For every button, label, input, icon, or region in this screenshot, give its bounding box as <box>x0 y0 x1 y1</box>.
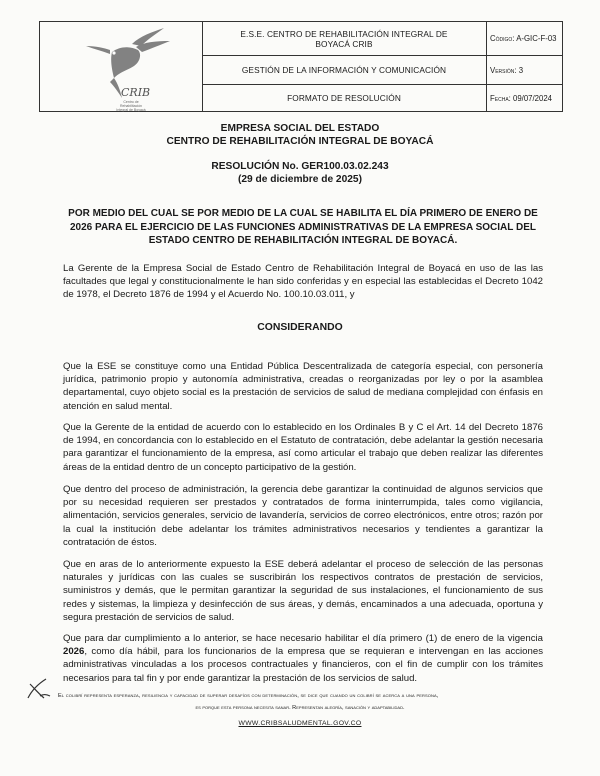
org-name-line1: E.S.E. CENTRO DE REHABILITACIÓN INTEGRAL DE <box>240 28 448 39</box>
document-header-table <box>39 21 563 112</box>
logo-wordmark: CRIB <box>121 86 151 99</box>
paragraph-5 <box>63 632 543 685</box>
format-name: FORMATO DE RESOLUCIÓN <box>287 93 401 103</box>
paragraph-5-start: Que para dar cumplimiento a lo anterior, se hace necesario habilitar el día primero (1) de enero de la vigencia <box>63 633 543 644</box>
document-code: Código: A-GIC-F-03 <box>486 22 562 56</box>
logo-cell <box>40 22 203 111</box>
org-name-line2: BOYACÁ CRIB <box>315 38 373 49</box>
paragraph-5-year: 2026 <box>63 646 85 658</box>
entity-line1: EMPRESA SOCIAL DEL ESTADO <box>220 123 380 134</box>
hummingbird-logo-icon <box>40 22 200 110</box>
header-process-row <box>202 56 486 85</box>
intro-paragraph: La Gerente de la Empresa Social de Estado Centro de Rehabilitación Integral de Boyacá en uso de las las facultades que legal y constitucionalmente le han sido conferidas y en especial las establecidas el Decreto 1042 de 1978, el Decreto 1876 de 1994 y el Acuerdo No. 100.10.03.011, y <box>63 263 543 301</box>
paragraph-1: Que la ESE se constituye como una Entidad Pública Descentralizada de categoría especial, con personería jurídica, patrimonio propio y autonomía administrativa, creadas o reorganizadas por ley o por la asamblea departamental, cuyo objeto social es la prestación de servicios de salud de mediana complejidad con énfasis en atención en salud mental. <box>63 361 543 412</box>
footer-website-link[interactable]: WWW.CRIBSALUDMENTAL.GOV.CO <box>238 720 362 727</box>
process-name: GESTIÓN DE LA INFORMACIÓN Y COMUNICACIÓN <box>241 65 447 75</box>
footer-hummingbird-note: El colibrí representa esperanza, resiliencia y capacidad de superar desafíos con determinación, se dice que cuando un colibrí se acerca a una persona, <box>58 693 439 699</box>
header-middle-cell <box>202 22 487 111</box>
header-right-cell <box>486 22 562 111</box>
considerando-heading: CONSIDERANDO <box>257 322 343 333</box>
header-org-row <box>202 22 486 56</box>
resolution-number: RESOLUCIÓN No. GER100.03.02.243 <box>211 161 389 172</box>
paragraph-4: Que en aras de lo anteriormente expuesto la ESE deberá adelantar el proceso de selección de las personas naturales y jurídicas con las cuales se suscribirán los respectivos contratos de prestación de servicios, suministros y demás, que le permitan garantizar la seguridad de sus instalaciones, el funcionamiento de sus redes y sistemas, la limpieza y desinfección de sus áreas, y demás, encaminados a una adecuada, oportuna y segura prestación de servicios de salud. <box>63 559 543 623</box>
resolution-date: (29 de diciembre de 2025) <box>237 174 362 185</box>
logo-subtitle: Centro de Rehabilitación Integral de Boyacá <box>116 100 146 112</box>
resolution-title: POR MEDIO DEL CUAL SE POR MEDIO DE LA CUAL SE HABILITA EL DÍA PRIMERO DE ENERO DE 2026 PARA EL EJERCICIO DE LAS FUNCIONES ADMINISTRATIVAS DE LA EMPRESA SOCIAL DEL ESTADO CENTRO DE REHABILITACIÓN INTEGRAL DE BOYACÁ. <box>68 208 538 246</box>
header-format-row <box>202 85 486 111</box>
footer-hummingbird-note-2: es porque esta persona necesita sanar. Representan alegría, sanación y adaptabilidad. <box>195 705 405 711</box>
entity-line2: CENTRO DE REHABILITACIÓN INTEGRAL DE BOYACÁ <box>166 136 434 147</box>
paragraph-3: Que dentro del proceso de administración, la gerencia debe garantizar la continuidad de algunos servicios que por su necesidad requieren ser prestados y contratados de forma ininterrumpida, tales como vigilancia, alimentación, servicios generales, servicio de lavandería, servicios de correo electrónicos, entre otros; razón por la cual la institución debe adelantar los trámites administrativos necesarios y tendientes a garantizar la contratación de éstos. <box>63 484 543 548</box>
paragraph-2: Que la Gerente de la entidad de acuerdo con lo establecido en los Ordinales B y C el Art. 14 del Decreto 1876 de 1994, en concordancia con lo establecido en el Estatuto de contratación, debe adelantar la gestión necesaria para garantizar el funcionamiento de la empresa, así como articular el trabajo que deben realizar las diferentes áreas de la entidad dentro de un concepto participativo de la gestión. <box>63 422 543 473</box>
paragraph-5-end: , como día hábil, para los funcionarios de la empresa que se requieran e intervengan en las acciones administrativas vinculadas a los procesos contractuales y financieros, con el fin de cumplir con los trámites necesarios para tal fin y por ende garantizar la prestación de los servicios de salud. <box>63 646 543 684</box>
handwritten-initials-mark <box>24 676 54 702</box>
document-version: Versión: 3 <box>486 56 562 85</box>
document-date: Fecha: 09/07/2024 <box>490 93 553 103</box>
